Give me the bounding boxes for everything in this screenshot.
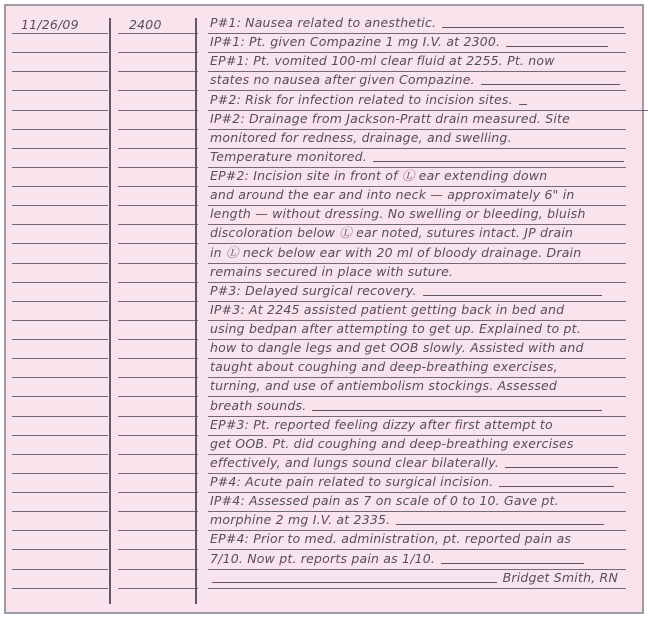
- signature-fill-line: [212, 569, 497, 583]
- chart-row: [12, 71, 626, 90]
- date-cell: [12, 339, 108, 359]
- note-text: remains secured in place with suture.: [210, 263, 454, 279]
- chart-row: [12, 244, 626, 263]
- fill-line: [312, 397, 602, 411]
- chart-row: [12, 473, 626, 492]
- note-text: length — without dressing. No swelling or bleeding, bluish: [210, 206, 586, 222]
- fill-line: [396, 511, 604, 525]
- fill-line: [499, 473, 614, 487]
- time-text: 2400: [129, 17, 162, 32]
- note-text: breath sounds.: [210, 397, 307, 413]
- note-cell: [208, 52, 626, 72]
- date-cell: [12, 244, 108, 264]
- time-cell: [118, 358, 198, 378]
- note-text: morphine 2 mg I.V. at 2335.: [210, 512, 391, 528]
- time-cell: [118, 530, 198, 550]
- date-cell: [12, 301, 108, 321]
- time-cell: [118, 263, 198, 283]
- note-cell: [208, 263, 626, 283]
- chart-page: [4, 4, 644, 614]
- note-cell: [208, 454, 626, 474]
- chart-row: [12, 416, 626, 435]
- chart-row: [12, 339, 626, 358]
- note-cell: [208, 71, 626, 91]
- time-cell: [118, 148, 198, 168]
- note-cell: [208, 205, 626, 225]
- note-text: P#3: Delayed surgical recovery.: [210, 282, 417, 298]
- note-text: states no nausea after given Compazine.: [210, 72, 475, 88]
- date-cell: [12, 358, 108, 378]
- note-text: and around the ear and into neck — approximately 6" in: [210, 187, 575, 203]
- chart-row: [12, 320, 626, 339]
- chart-row: [12, 148, 626, 167]
- date-cell: [12, 569, 108, 589]
- time-cell: [118, 320, 198, 340]
- time-cell: [118, 282, 198, 302]
- chart-row: [12, 186, 626, 205]
- chart-row: [12, 205, 626, 224]
- chart-row: [12, 282, 626, 301]
- time-cell: [118, 377, 198, 397]
- chart-row: [12, 33, 626, 52]
- note-text: using bedpan after attempting to get up. Explained to pt.: [210, 321, 581, 336]
- chart-row: [12, 435, 626, 454]
- date-cell: [12, 33, 108, 53]
- note-cell: [208, 186, 626, 206]
- chart-row: [12, 52, 626, 71]
- time-cell: [118, 569, 198, 589]
- chart-row: [12, 224, 626, 243]
- time-cell: [118, 492, 198, 512]
- note-cell: [208, 33, 626, 53]
- chart-row: [12, 397, 626, 416]
- note-cell: [208, 224, 626, 244]
- time-cell: [118, 416, 198, 436]
- note-text: EP#1: Pt. vomited 100-ml clear fluid at 2255. Pt. now: [210, 53, 555, 69]
- note-text: monitored for redness, drainage, and swelling.: [210, 129, 512, 145]
- date-cell: [12, 435, 108, 455]
- time-cell: [118, 91, 198, 111]
- date-cell: [12, 167, 108, 187]
- note-text: Temperature monitored.: [210, 148, 367, 164]
- note-cell: [208, 492, 626, 512]
- date-cell: [12, 186, 108, 206]
- fill-line: [442, 14, 624, 28]
- chart-row: [12, 550, 626, 569]
- note-text: EP#3: Pt. reported feeling dizzy after first attempt to: [210, 416, 553, 432]
- note-cell: [208, 167, 626, 187]
- note-text: in Ⓛ neck below ear with 20 ml of bloody drainage. Drain: [210, 244, 582, 260]
- note-text: get OOB. Pt. did coughing and deep-breathing exercises: [210, 435, 574, 451]
- note-text: P#4: Acute pain related to surgical incision.: [210, 474, 494, 489]
- note-text: P#1: Nausea related to anesthetic.: [210, 15, 437, 30]
- note-text: IP#3: At 2245 assisted patient getting back in bed and: [210, 301, 565, 317]
- time-cell: [118, 33, 198, 53]
- note-cell: [208, 397, 626, 417]
- time-cell: [118, 454, 198, 474]
- date-cell: [12, 14, 108, 34]
- time-cell: [118, 129, 198, 149]
- time-cell: [118, 110, 198, 130]
- note-cell: [208, 569, 626, 589]
- time-cell: [118, 397, 198, 417]
- note-cell: [208, 550, 626, 570]
- note-text: IP#1: Pt. given Compazine 1 mg I.V. at 2300.: [210, 34, 501, 50]
- time-cell: [118, 511, 198, 531]
- note-cell: [208, 435, 626, 455]
- date-cell: [12, 473, 108, 493]
- chart-row: [12, 511, 626, 530]
- chart-row: [12, 301, 626, 320]
- date-cell: [12, 52, 108, 72]
- note-text: P#2: Risk for infection related to incision sites.: [210, 91, 513, 107]
- chart-row: [12, 492, 626, 511]
- time-cell: [118, 14, 198, 34]
- note-cell: [208, 244, 626, 264]
- date-cell: [12, 320, 108, 340]
- note-cell: [208, 14, 626, 34]
- note-text: IP#4: Assessed pain as 7 on scale of 0 to 10. Gave pt.: [210, 493, 559, 509]
- note-cell: [208, 282, 626, 302]
- note-text: 7/10. Now pt. reports pain as 1/10.: [210, 550, 436, 566]
- note-cell: [208, 473, 626, 493]
- date-cell: [12, 377, 108, 397]
- note-cell: [208, 91, 648, 111]
- date-cell: [12, 550, 108, 570]
- time-cell: [118, 301, 198, 321]
- chart-row: [12, 377, 626, 396]
- fill-line: [373, 148, 624, 162]
- fill-line: [519, 91, 527, 105]
- time-cell: [118, 224, 198, 244]
- time-cell: [118, 52, 198, 72]
- fill-line: [506, 33, 608, 47]
- date-cell: [12, 263, 108, 283]
- note-text: EP#4: Prior to med. administration, pt. reported pain as: [210, 531, 572, 547]
- chart-row: [12, 530, 626, 549]
- note-cell: [208, 416, 626, 436]
- note-text: effectively, and lungs sound clear bilaterally.: [210, 454, 499, 470]
- note-cell: [208, 358, 626, 378]
- fill-line: [423, 282, 602, 296]
- signature-text: Bridget Smith, RN: [502, 569, 618, 585]
- chart-row: [12, 91, 626, 110]
- date-cell: [12, 71, 108, 91]
- note-text: EP#2: Incision site in front of Ⓛ ear extending down: [210, 168, 548, 183]
- chart-rows: [12, 14, 626, 588]
- date-cell: [12, 224, 108, 244]
- note-cell: [208, 301, 626, 321]
- note-text: how to dangle legs and get OOB slowly. Assisted with and: [210, 340, 584, 356]
- date-cell: [12, 148, 108, 168]
- note-text: discoloration below Ⓛ ear noted, sutures intact. JP drain: [210, 225, 574, 241]
- date-cell: [12, 416, 108, 436]
- note-cell: [208, 530, 626, 550]
- time-cell: [118, 186, 198, 206]
- chart-row: [12, 167, 626, 186]
- date-cell: [12, 397, 108, 417]
- time-cell: [118, 550, 198, 570]
- note-cell: [208, 110, 626, 130]
- note-text: turning, and use of antiembolism stockings. Assessed: [210, 378, 558, 394]
- fill-line: [441, 550, 584, 564]
- time-cell: [118, 473, 198, 493]
- chart-row: [12, 358, 626, 377]
- note-cell: [208, 129, 626, 149]
- note-cell: [208, 377, 626, 397]
- date-text: 11/26/09: [21, 17, 79, 32]
- date-cell: [12, 282, 108, 302]
- note-cell: [208, 148, 626, 168]
- chart-row: [12, 569, 626, 588]
- date-cell: [12, 511, 108, 531]
- time-cell: [118, 339, 198, 359]
- time-cell: [118, 435, 198, 455]
- time-cell: [118, 167, 198, 187]
- note-cell: [208, 320, 626, 340]
- date-cell: [12, 110, 108, 130]
- chart-row: [12, 110, 626, 129]
- chart-row: [12, 263, 626, 282]
- fill-line: [505, 454, 618, 468]
- date-cell: [12, 530, 108, 550]
- chart-row: [12, 454, 626, 473]
- time-cell: [118, 205, 198, 225]
- chart-row: [12, 14, 626, 33]
- note-text: IP#2: Drainage from Jackson-Pratt drain measured. Site: [210, 110, 570, 126]
- date-cell: [12, 129, 108, 149]
- note-cell: [208, 511, 626, 531]
- time-cell: [118, 71, 198, 91]
- date-cell: [12, 205, 108, 225]
- fill-line: [481, 71, 620, 85]
- date-cell: [12, 91, 108, 111]
- note-cell: [208, 339, 626, 359]
- time-cell: [118, 244, 198, 264]
- date-cell: [12, 454, 108, 474]
- note-text: taught about coughing and deep-breathing exercises,: [210, 359, 558, 375]
- chart-row: [12, 129, 626, 148]
- date-cell: [12, 492, 108, 512]
